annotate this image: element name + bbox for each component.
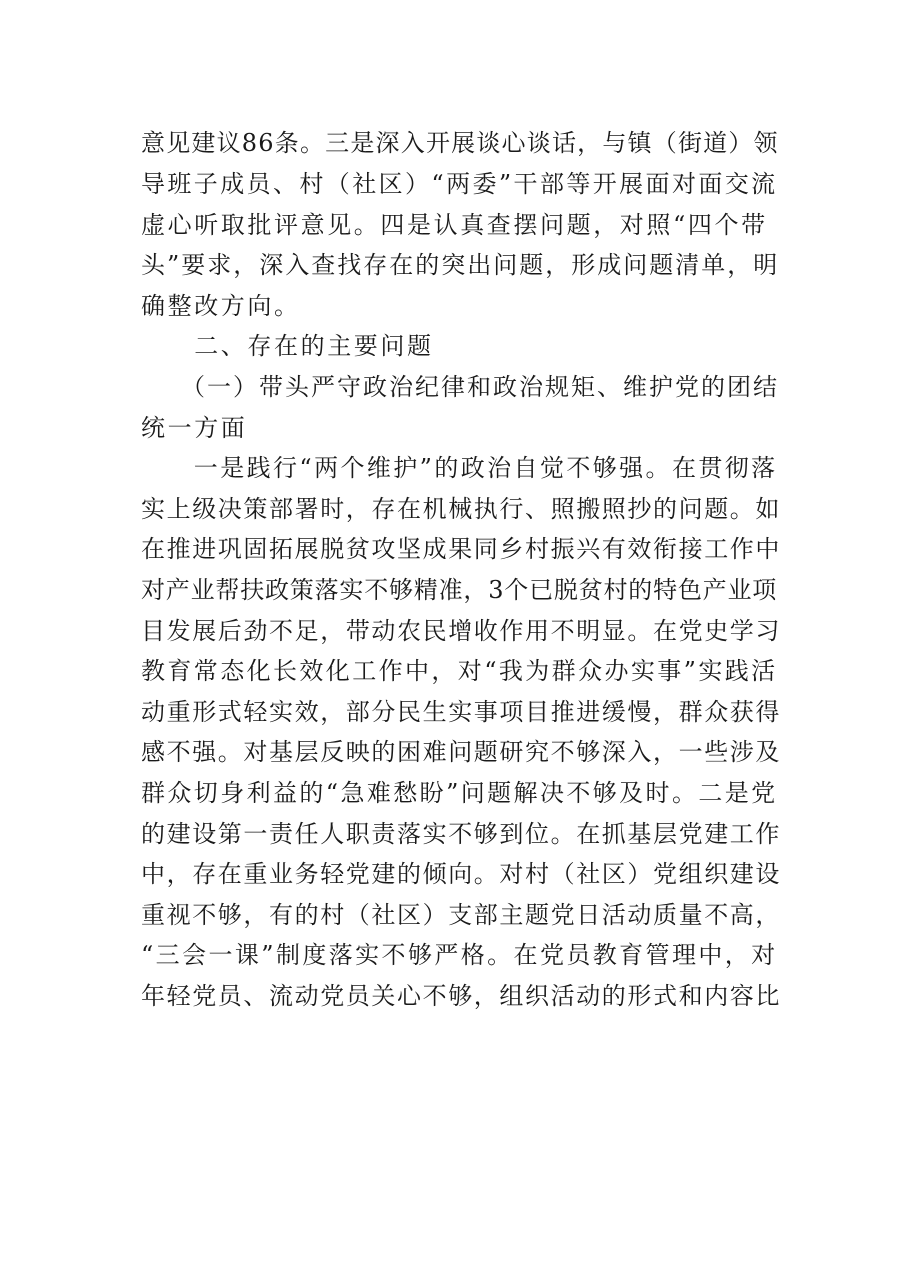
text-line: 导班子成员、村（社区）“两委”干部等开展面对面交流 [141, 170, 778, 198]
document-body [141, 123, 781, 1016]
text-line: 虚心听取批评意见。四是认真查摆问题，对照“四个带 [141, 210, 768, 239]
text-line: 教育常态化长效化工作中，对“我为群众办实事”实践活 [141, 657, 778, 686]
text-line: 年轻党员、流动党员关心不够，组织活动的形式和内容比 [141, 981, 781, 1010]
text-line: 感不强。对基层反映的困难问题研究不够深入，一些涉及 [141, 738, 781, 767]
text-line: 中，存在重业务轻党建的倾向。对村（社区）党组织建设 [141, 860, 781, 889]
text-line: 在推进巩固拓展脱贫攻坚成果同乡村振兴有效衔接工作中 [141, 535, 781, 564]
subsection-heading-continued: 统一方面 [141, 413, 248, 442]
text-line: 的建设第一责任人职责落实不够到位。在抓基层党建工作 [141, 819, 781, 848]
text-line: 重视不够，有的村（社区）支部主题党日活动质量不高， [141, 900, 781, 929]
text-line: 目发展后劲不足，带动农民增收作用不明显。在党史学习 [141, 616, 781, 645]
text-line: 对产业帮扶政策落实不够精准，3个已脱贫村的特色产业项 [141, 575, 778, 604]
subsection-heading: （一）带头严守政治纪律和政治规矩、维护党的团结 [141, 372, 779, 401]
text-line: 群众切身利益的“急难愁盼”问题解决不够及时。二是党 [141, 778, 778, 807]
text-line: 意见建议86条。三是深入开展谈心谈话，与镇（街道）领 [141, 129, 779, 157]
text-line: 一是践行“两个维护”的政治自觉不够强。在贯彻落 [141, 454, 778, 483]
text-line: 确整改方向。 [141, 291, 301, 320]
text-line: 实上级决策部署时，存在机械执行、照搬照抄的问题。如 [141, 494, 781, 523]
text-line: 头”要求，深入查找存在的突出问题，形成问题清单，明 [141, 251, 780, 280]
section-heading: 二、存在的主要问题 [141, 332, 434, 361]
text-line: “三会一课”制度落实不够严格。在党员教育管理中，对 [141, 941, 778, 970]
text-line: 动重形式轻实效，部分民生实事项目推进缓慢，群众获得 [141, 697, 781, 726]
